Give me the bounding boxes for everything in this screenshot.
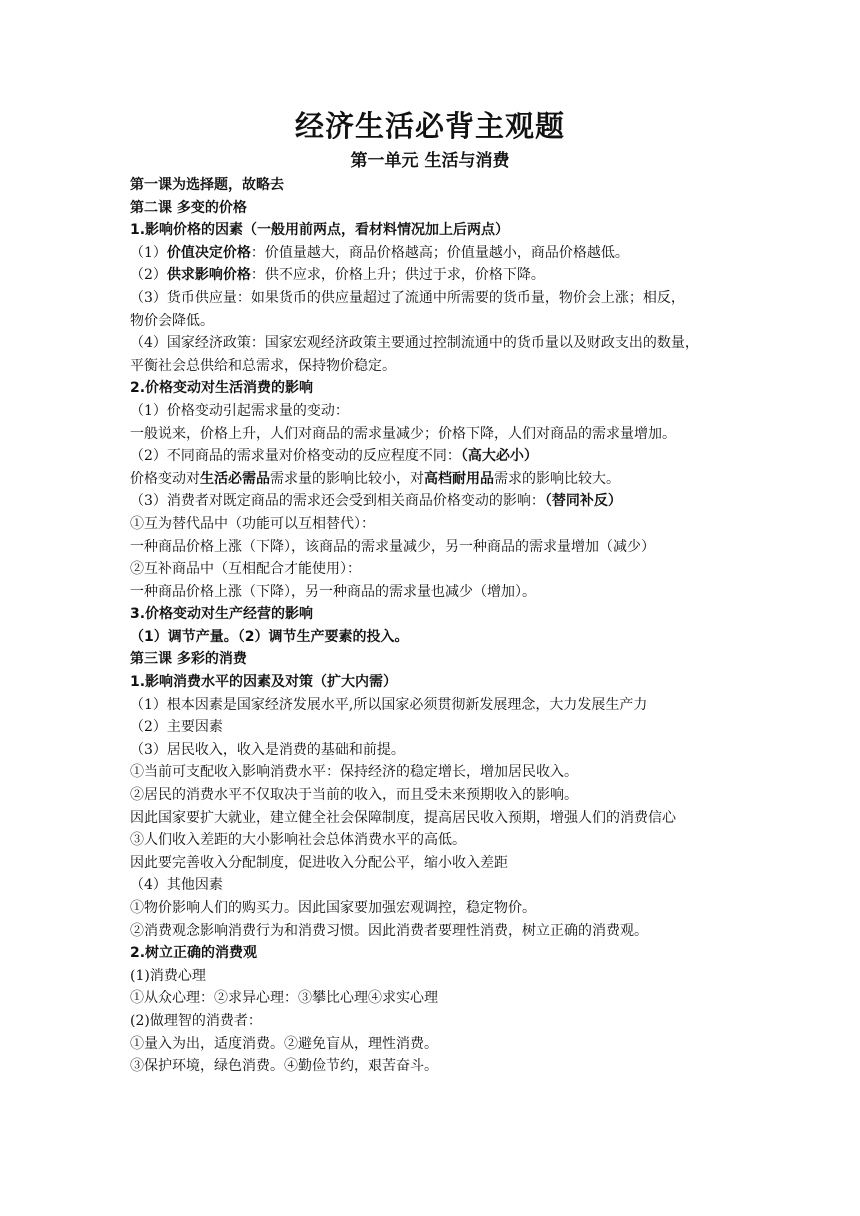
paragraph-line: （3）货币供应量：如果货币的供应量超过了流通中所需要的货币量，物价会上涨；相反，: [130, 289, 685, 306]
paragraph-line: （4）国家经济政策：国家宏观经济政策主要通过控制流通中的货币量以及财政支出的数量，: [130, 335, 699, 352]
paragraph-line: ①当前可支配收入影响消费水平：保持经济的稳定增长，增加居民收入。: [130, 764, 578, 781]
paragraph-line: (2)做理智的消费者：: [130, 1012, 262, 1029]
paragraph-line: ①互为替代品中（功能可以互相替代）：: [130, 515, 375, 532]
lesson-heading: 第二课 多变的价格: [130, 199, 247, 216]
paragraph-line: ②居民的消费水平不仅取决于当前的收入，而且受未来预期收入的影响。: [130, 787, 578, 804]
paragraph-line: 价格变动对生活必需品需求量的影响比较小，对高档耐用品需求的影响比较大。: [130, 470, 620, 487]
paragraph-line: （1）价格变动引起需求量的变动：: [130, 402, 349, 419]
paragraph-line: ①物价影响人们的购买力。因此国家要加强宏观调控，稳定物价。: [130, 900, 536, 916]
note-heading: 第一课为选择题，故略去: [130, 177, 284, 193]
paragraph-line: (1)消费心理: [130, 967, 206, 984]
unit-subtitle: 第一单元 生活与消费: [350, 151, 510, 171]
section-heading: 2.树立正确的消费观: [130, 945, 258, 962]
page-title: 经济生活必背主观题: [294, 109, 565, 143]
paragraph-line: ③人们收入差距的大小影响社会总体消费水平的高低。: [130, 832, 466, 849]
paragraph-line: 物价会降低。: [130, 312, 214, 329]
paragraph-line: ①从众心理：②求异心理：③攀比心理④求实心理: [130, 990, 438, 1007]
paragraph-line: 平衡社会总供给和总需求，保持物价稳定。: [130, 357, 396, 374]
paragraph-line: ③保护环境，绿色消费。④勤俭节约，艰苦奋斗。: [130, 1058, 438, 1075]
paragraph-line: （1）根本因素是国家经济发展水平,所以国家必须贯彻新发展理念，大力发展生产力: [130, 696, 648, 713]
paragraph-line: 因此国家要扩大就业，建立健全社会保障制度，提高居民收入预期，增强人们的消费信心: [130, 809, 676, 826]
lesson-heading: 第三课 多彩的消费: [130, 651, 247, 668]
paragraph-line: （1）价值决定价格：价值量越大，商品价格越高；价值量越小，商品价格越低。: [130, 244, 629, 261]
section-heading: 1.影响价格的因素（一般用前两点，看材料情况加上后两点）: [130, 222, 510, 239]
section-heading: 1.影响消费水平的因素及对策（扩大内需）: [130, 674, 398, 691]
paragraph-line: 因此要完善收入分配制度，促进收入分配公平，缩小收入差距: [130, 854, 508, 871]
section-heading: 2.价格变动对生活消费的影响: [130, 380, 314, 397]
paragraph-line: （2）供求影响价格：供不应求，价格上升；供过于求，价格下降。: [130, 267, 545, 284]
paragraph-line: ①量入为出，适度消费。②避免盲从，理性消费。: [130, 1035, 438, 1052]
paragraph-line: 一种商品价格上涨（下降），另一种商品的需求量也减少（增加）。: [130, 583, 536, 600]
bold-line: （1）调节产量。（2）调节生产要素的投入。: [130, 628, 409, 645]
paragraph-line: （4）其他因素: [130, 877, 223, 894]
paragraph-line: （3）消费者对既定商品的需求还会受到相关商品价格变动的影响：（替同补反）: [130, 493, 622, 510]
paragraph-line: （2）不同商品的需求量对价格变动的反应程度不同：（高大必小）: [130, 448, 538, 465]
document-body: [130, 174, 740, 1078]
paragraph-line: ②消费观念影响消费行为和消费习惯。因此消费者要理性消费，树立正确的消费观。: [130, 922, 648, 939]
section-heading: 3.价格变动对生产经营的影响: [130, 606, 314, 623]
paragraph-line: （2）主要因素: [130, 719, 223, 736]
paragraph-line: 一般说来，价格上升，人们对商品的需求量减少；价格下降，人们对商品的需求量增加。: [130, 425, 676, 442]
paragraph-line: 一种商品价格上涨（下降），该商品的需求量减少，另一种商品的需求量增加（减少）: [130, 538, 655, 555]
paragraph-line: ②互补商品中（互相配合才能使用）：: [130, 561, 361, 578]
paragraph-line: （3）居民收入，收入是消费的基础和前提。: [130, 741, 405, 758]
